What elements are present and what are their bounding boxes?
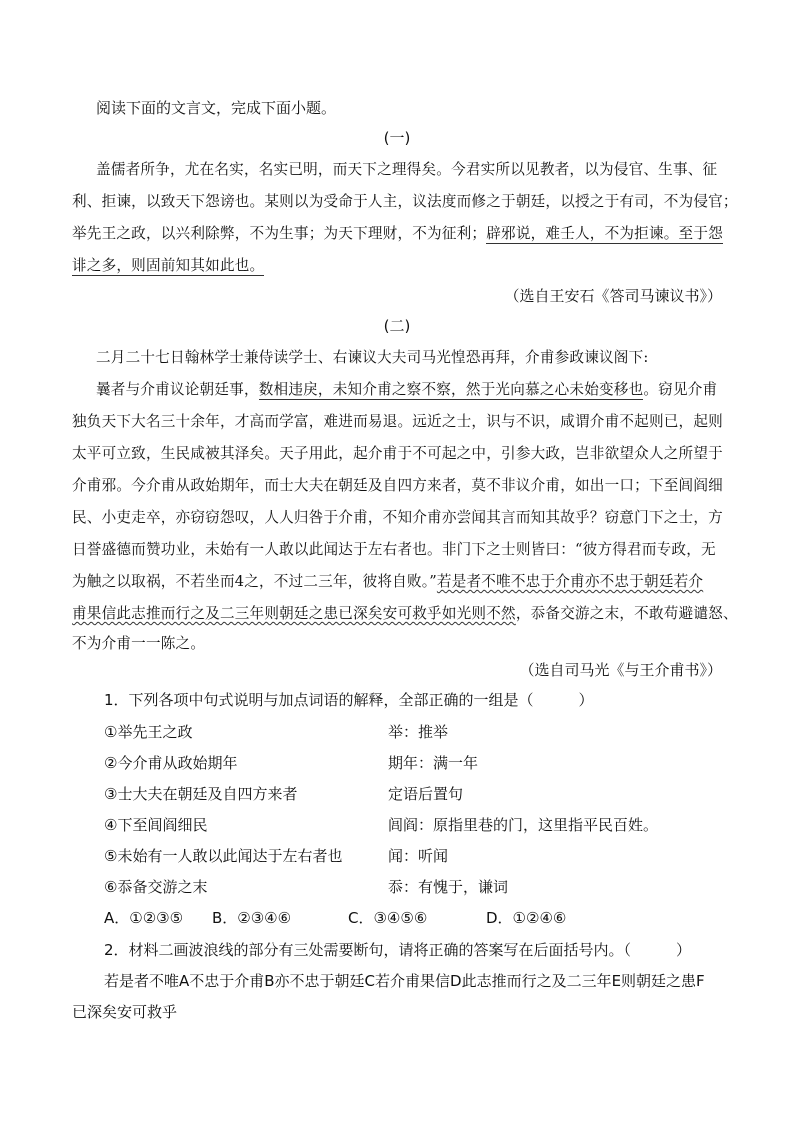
q1-option-d[interactable]: D．①②④⑥ xyxy=(486,909,567,927)
q1-item-6: ⑥忝备交游之末 xyxy=(104,878,208,896)
part2-source: （选自司马光《与王介甫书》） xyxy=(519,661,722,679)
part2-wavy-2: 甫果信此志推而行之及二三年则朝廷之患已深矣安可救乎如光则不然 xyxy=(72,605,516,622)
question2-stem: 2．材料二画波浪线的部分有三处需要断句，请将正确的答案写在后面括号内。（ ） xyxy=(104,941,692,959)
part2-line-4: 介甫邪。今介甫从政始期年，而士大夫在朝廷及自四方来者，莫不非议介甫，如出一口；下至闾阎细 xyxy=(72,477,723,494)
part2-line-1-a: 曩者与介甫议论朝廷事， xyxy=(96,381,259,398)
part2-wavy-1: 若是者不唯不忠于介甫亦不忠于朝廷若介 xyxy=(436,573,704,590)
question1-stem: 1．下列各项中句式说明与加点词语的解释，全部正确的一组是（ ） xyxy=(104,691,594,709)
q1-item-5-note: 闻：听闻 xyxy=(388,847,449,865)
part2-line-3: 太平可立致，生民咸被其泽矣。天子用此，起介甫于不可起之中，引参大政，岂非欲望众人之所望于 xyxy=(72,445,723,462)
part2-line-1 xyxy=(96,380,717,400)
q1-item-2-note: 期年：满一年 xyxy=(388,754,479,772)
q1-item-3: ③士大夫在朝廷及自四方来者 xyxy=(104,785,298,803)
part2-line-9: 不为介甫一一陈之。 xyxy=(72,635,206,652)
instruction: 阅读下面的文言文，完成下面小题。 xyxy=(96,99,337,117)
q1-item-1: ①举先王之政 xyxy=(104,723,193,741)
part2-line-2: 独负天下大名三十余年，才高而学富，难进而易退。远近之士，识与不识，咸谓介甫不起则已，起则 xyxy=(72,413,723,430)
part1-line-2: 利、拒谏，以致天下怨谤也。某则以为受命于人主，议法度而修之于朝廷，以授之于有司，不为侵官； xyxy=(72,193,738,210)
part2-line-7 xyxy=(72,572,703,592)
part1-line-3-text: 举先王之政，以兴利除弊，不为生事；为天下理财，不为征利； xyxy=(72,225,487,242)
part2-line-8 xyxy=(72,604,738,624)
part1-line-1: 盖儒者所争，尤在名实，名实已明，而天下之理得矣。今君实所以见教者，以为侵官、生事、征 xyxy=(96,161,718,178)
question2-line-2: 已深矣安可救乎 xyxy=(72,1003,178,1021)
part1-line-3 xyxy=(72,224,723,244)
part2-opening: 二月二十七日翰林学士兼侍读学士、右谏议大夫司马光惶恐再拜，介甫参政谏议阁下: xyxy=(96,349,649,366)
q1-option-a[interactable]: A．①②③⑤ xyxy=(104,909,184,927)
q1-item-5: ⑤未始有一人敢以此闻达于左右者也 xyxy=(104,847,343,865)
part2-heading: (二) xyxy=(383,317,411,335)
q1-item-1-note: 举：推举 xyxy=(388,723,449,741)
q1-item-2: ②今介甫从政始期年 xyxy=(104,754,238,772)
part1-source: （选自王安石《答司马谏议书》） xyxy=(504,287,722,305)
part2-line-8-rest: ，忝备交游之末，不敢苟避谴怒、 xyxy=(515,605,738,622)
part1-line-4 xyxy=(72,256,264,276)
q1-item-4-note: 闾阎：原指里巷的门，这里指平民百姓。 xyxy=(388,816,659,834)
q1-option-b[interactable]: B．②③④⑥ xyxy=(212,909,292,927)
q1-option-c[interactable]: C．③④⑤⑥ xyxy=(348,909,428,927)
q1-item-6-note: 忝：有愧于，谦词 xyxy=(388,878,509,896)
part1-underlined-1: 辟邪说，难壬人，不为拒谏。至于怨 xyxy=(486,225,723,242)
part2-line-6: 日誉盛德而赞功业，未始有一人敢以此闻达于左右者也。非门下之士则皆曰：“彼方得君而专政，无 xyxy=(72,541,716,558)
q1-item-3-note: 定语后置句 xyxy=(388,785,464,803)
q1-item-4: ④下至闾阎细民 xyxy=(104,816,208,834)
part2-line-7-text: 为触之以取祸，不若坐而4之，不过二三年，彼将自败。” xyxy=(72,573,437,590)
part1-heading: (一) xyxy=(383,129,411,147)
part2-line-5: 民、小吏走卒，亦窃窃怨叹，人人归咎于介甫，不知介甫亦尝闻其言而知其故乎？窃意门下之士，方 xyxy=(72,509,723,526)
part2-underlined: 数相违戾，未知介甫之察不察，然于光向慕之心未始变移也 xyxy=(258,381,644,398)
part1-underlined-2: 诽之多，则固前知其如此也。 xyxy=(72,257,265,274)
part2-line-1-b: 。窃见介甫 xyxy=(643,381,718,398)
question2-line-1: 若是者不唯A不忠于介甫B亦不忠于朝廷C若介甫果信D此志推而行之及二三年E则朝廷之患F xyxy=(104,972,705,990)
